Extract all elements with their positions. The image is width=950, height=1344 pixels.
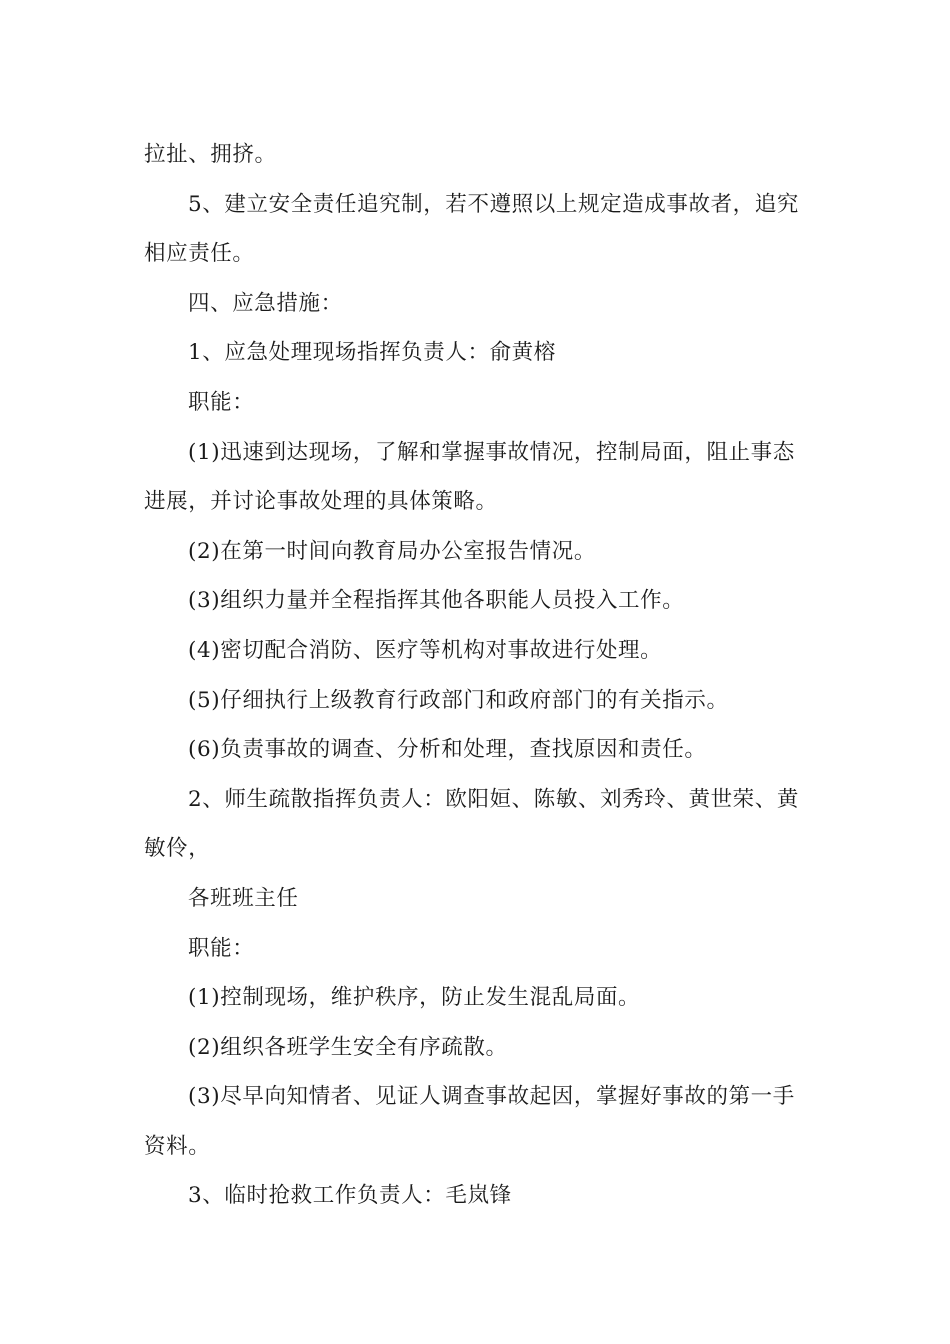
text-line: (1)迅速到达现场，了解和掌握事故情况，控制局面，阻止事态 <box>188 439 795 465</box>
text-line: 各班班主任 <box>188 885 299 911</box>
text-line: 相应责任。 <box>144 241 255 267</box>
document-body <box>144 130 806 1221</box>
text-line: 1、应急处理现场指挥负责人：俞黄榕 <box>188 340 556 366</box>
text-line: 3、临时抢救工作负责人：毛岚锋 <box>188 1183 512 1209</box>
text-line: 资料。 <box>144 1133 211 1159</box>
text-line: (2)在第一时间向教育局办公室报告情况。 <box>188 538 596 564</box>
text-line: 拉扯、拥挤。 <box>144 142 277 167</box>
text-line: (4)密切配合消防、医疗等机构对事故进行处理。 <box>188 637 663 663</box>
text-line: (2)组织各班学生安全有序疏散。 <box>188 1034 508 1060</box>
text-line: (1)控制现场，维护秩序，防止发生混乱局面。 <box>188 985 641 1011</box>
text-line: 进展，并讨论事故处理的具体策略。 <box>144 489 498 515</box>
text-line: 职能： <box>188 389 255 415</box>
section-heading: 四、应急措施： <box>188 290 343 316</box>
text-line: (6)负责事故的调查、分析和处理，查找原因和责任。 <box>188 737 707 763</box>
text-line: 2、师生疏散指挥负责人：欧阳姮、陈敏、刘秀玲、黄世荣、黄 <box>188 786 799 812</box>
text-line: (3)组织力量并全程指挥其他各职能人员投入工作。 <box>188 588 685 614</box>
text-line: 敏伶， <box>144 836 211 862</box>
text-line: (5)仔细执行上级教育行政部门和政府部门的有关指示。 <box>188 687 729 713</box>
text-line: 职能： <box>188 935 255 961</box>
text-line: (3)尽早向知情者、见证人调查事故起因，掌握好事故的第一手 <box>188 1084 795 1110</box>
text-line: 5、建立安全责任追究制，若不遵照以上规定造成事故者，追究 <box>188 191 799 217</box>
